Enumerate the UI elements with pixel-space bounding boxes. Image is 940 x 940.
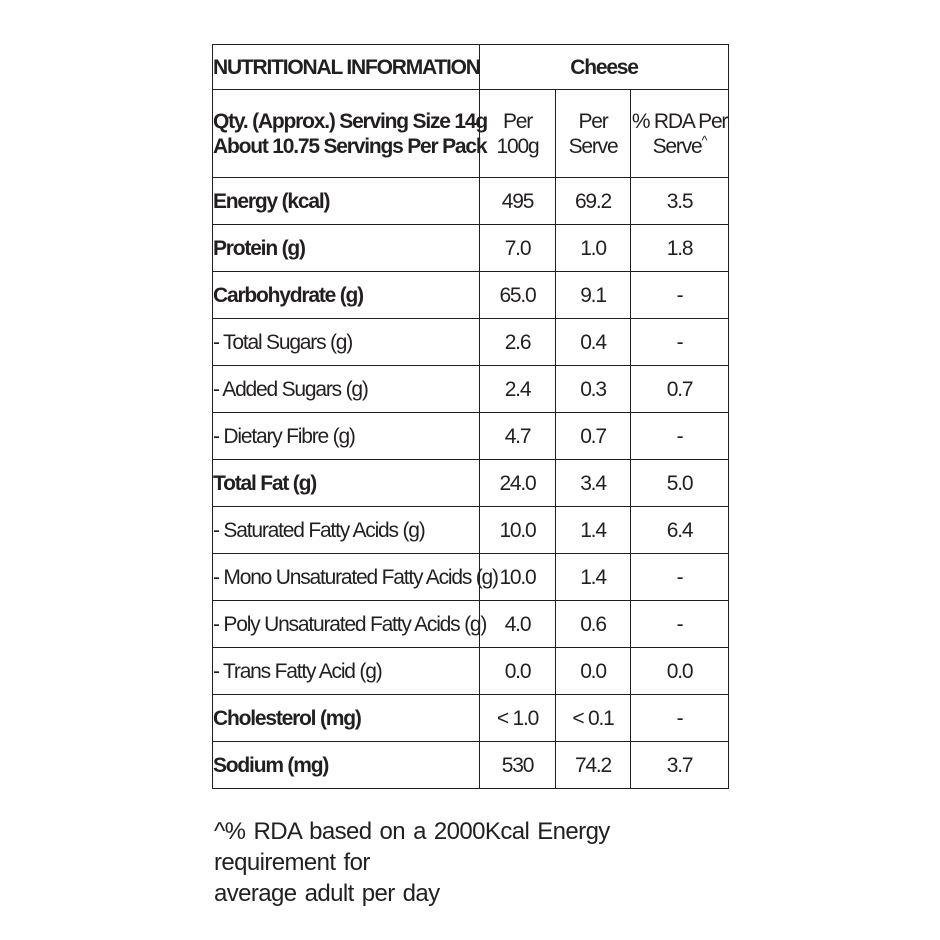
column-header-per-100g <box>480 90 556 178</box>
table-title: NUTRITIONAL INFORMATION <box>213 45 480 90</box>
value-per-serve: 1.0 <box>556 225 631 272</box>
value-per-100g: 0.0 <box>480 648 556 695</box>
nutrient-label: Energy (kcal) <box>213 178 480 225</box>
product-name: Cheese <box>480 45 729 90</box>
column-header-serve: Serve <box>652 134 702 158</box>
value-rda-per-serve: 0.7 <box>631 366 729 413</box>
header-row <box>213 90 729 178</box>
value-per-serve: 0.6 <box>556 601 631 648</box>
table-row <box>213 413 729 460</box>
nutrition-table <box>212 44 729 789</box>
nutrient-label: - Dietary Fibre (g) <box>213 413 480 460</box>
nutrient-label: Protein (g) <box>213 225 480 272</box>
nutrient-label: Sodium (mg) <box>213 742 480 789</box>
table-row <box>213 742 729 789</box>
nutrient-label: Carbohydrate (g) <box>213 272 480 319</box>
table-row <box>213 460 729 507</box>
table-row <box>213 648 729 695</box>
value-rda-per-serve: 1.8 <box>631 225 729 272</box>
servings-per-pack: About 10.75 Servings Per Pack <box>213 134 487 158</box>
nutrient-label: - Saturated Fatty Acids (g) <box>213 507 480 554</box>
value-per-serve: 3.4 <box>556 460 631 507</box>
column-header-line1: % RDA Per <box>631 109 728 133</box>
value-per-serve: 0.0 <box>556 648 631 695</box>
value-rda-per-serve: - <box>631 554 729 601</box>
value-rda-per-serve: 3.5 <box>631 178 729 225</box>
value-rda-per-serve: - <box>631 413 729 460</box>
nutrient-label: Cholesterol (mg) <box>213 695 480 742</box>
value-per-100g: < 1.0 <box>480 695 556 742</box>
value-rda-per-serve: - <box>631 272 729 319</box>
value-per-100g: 10.0 <box>480 554 556 601</box>
footnote-line2: average adult per day <box>214 880 440 907</box>
value-rda-per-serve: 0.0 <box>631 648 729 695</box>
table-row <box>213 225 729 272</box>
value-per-serve: 74.2 <box>556 742 631 789</box>
nutrient-label: - Total Sugars (g) <box>213 319 480 366</box>
value-rda-per-serve: 3.7 <box>631 742 729 789</box>
value-per-100g: 4.0 <box>480 601 556 648</box>
footnote-line1: ^% RDA based on a 2000Kcal Energy requirement for <box>214 818 610 876</box>
caret-mark: ^ <box>701 132 707 148</box>
value-per-100g: 7.0 <box>480 225 556 272</box>
title-row <box>213 45 729 90</box>
value-per-serve: 69.2 <box>556 178 631 225</box>
value-per-100g: 530 <box>480 742 556 789</box>
nutrient-label: - Poly Unsaturated Fatty Acids (g) <box>213 601 480 648</box>
table-row <box>213 178 729 225</box>
value-per-100g: 4.7 <box>480 413 556 460</box>
value-rda-per-serve: - <box>631 601 729 648</box>
value-per-serve: 1.4 <box>556 554 631 601</box>
value-per-100g: 10.0 <box>480 507 556 554</box>
value-per-serve: 9.1 <box>556 272 631 319</box>
nutrition-panel <box>212 44 728 789</box>
value-per-100g: 2.4 <box>480 366 556 413</box>
value-per-serve: 0.3 <box>556 366 631 413</box>
table-row <box>213 272 729 319</box>
footnote <box>214 816 730 909</box>
table-row <box>213 601 729 648</box>
column-header-line2: 100g <box>496 134 539 158</box>
value-per-serve: 0.4 <box>556 319 631 366</box>
value-per-100g: 65.0 <box>480 272 556 319</box>
value-rda-per-serve: 5.0 <box>631 460 729 507</box>
serving-info <box>213 90 487 178</box>
nutrient-label: Total Fat (g) <box>213 460 480 507</box>
table-row <box>213 507 729 554</box>
value-per-serve: 1.4 <box>556 507 631 554</box>
table-row <box>213 554 729 601</box>
value-rda-per-serve: - <box>631 319 729 366</box>
column-header-line2 <box>631 134 728 159</box>
table-row <box>213 695 729 742</box>
column-header-line1: Per <box>578 109 608 133</box>
value-per-100g: 24.0 <box>480 460 556 507</box>
nutrient-label: - Mono Unsaturated Fatty Acids (g) <box>213 554 480 601</box>
column-header-line1: Per <box>502 109 533 133</box>
value-per-serve: 0.7 <box>556 413 631 460</box>
value-rda-per-serve: - <box>631 695 729 742</box>
nutrition-table-body <box>213 45 729 789</box>
serving-size: Qty. (Approx.) Serving Size 14g <box>213 109 487 133</box>
table-row <box>213 366 729 413</box>
value-per-serve: < 0.1 <box>556 695 631 742</box>
table-row <box>213 319 729 366</box>
column-header-rda-per-serve <box>631 90 729 178</box>
nutrient-label: - Trans Fatty Acid (g) <box>213 648 480 695</box>
value-per-100g: 495 <box>480 178 556 225</box>
nutrient-label: - Added Sugars (g) <box>213 366 480 413</box>
value-per-100g: 2.6 <box>480 319 556 366</box>
column-header-line2: Serve <box>568 134 618 158</box>
column-header-per-serve <box>556 90 631 178</box>
value-rda-per-serve: 6.4 <box>631 507 729 554</box>
